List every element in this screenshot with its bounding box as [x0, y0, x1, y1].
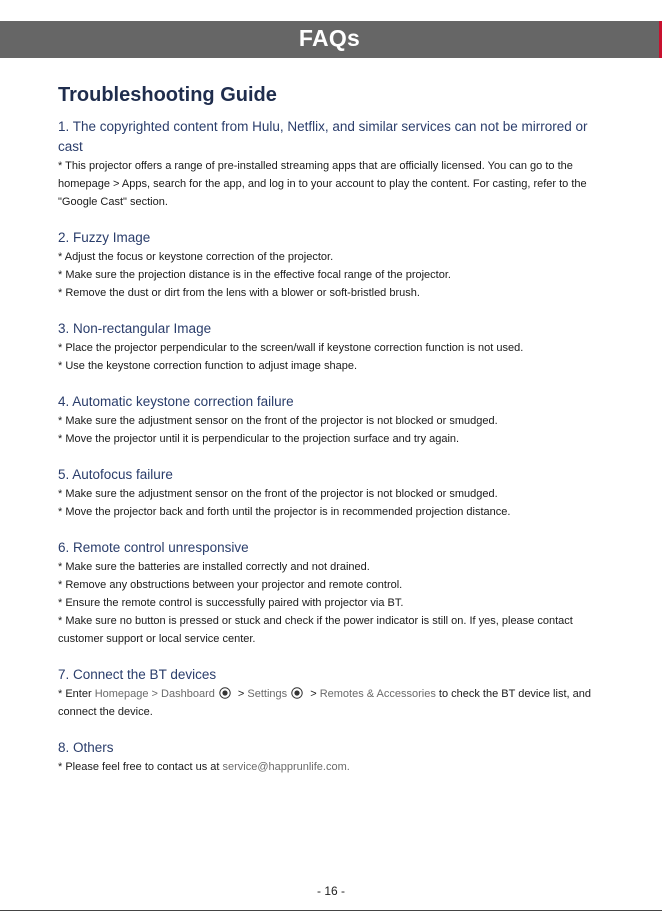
faq-section-4: [58, 392, 603, 448]
page-title: FAQs: [298, 25, 361, 51]
section-title: 6. Remote control unresponsive: [58, 540, 249, 555]
section-title: 8. Others: [58, 740, 114, 755]
section-line: * Adjust the focus or keystone correction of the projector.: [58, 251, 334, 263]
section-line: * Make sure the adjustment sensor on the front of the projector is not blocked or smudged.: [58, 488, 498, 500]
footer-divider: [0, 910, 662, 911]
faq-section-7: [58, 665, 603, 721]
settings-gear-icon: [219, 687, 231, 699]
support-email: service@happrunlife.com.: [222, 761, 350, 773]
section-line: * Place the projector perpendicular to the screen/wall if keystone correction function is not used.: [58, 342, 524, 354]
section-line: * Remove the dust or dirt from the lens with a blower or soft-bristled brush.: [58, 287, 420, 299]
section-line: [58, 685, 603, 721]
section-line: * Move the projector until it is perpendicular to the projection surface and try again.: [58, 433, 460, 445]
menu-path-settings: Settings: [247, 688, 288, 700]
faq-section-5: [58, 465, 603, 521]
section-line: * Make sure the adjustment sensor on the front of the projector is not blocked or smudged.: [58, 415, 498, 427]
section-title: 2. Fuzzy Image: [58, 230, 151, 245]
header-bar: [0, 21, 662, 58]
settings-gear-icon: [291, 687, 303, 699]
section-line: [58, 758, 603, 776]
line-prefix: * Enter: [58, 688, 95, 700]
path-separator: >: [234, 688, 248, 700]
section-title: 5. Autofocus failure: [58, 467, 173, 482]
faq-section-3: [58, 319, 603, 375]
content: [58, 80, 603, 793]
section-title: 4. Automatic keystone correction failure: [58, 394, 294, 409]
line-suffix: to check the BT device list, and connect the device.: [58, 688, 591, 718]
section-line: * Ensure the remote control is successfully paired with projector via BT.: [58, 597, 404, 609]
guide-title: Troubleshooting Guide: [58, 84, 277, 106]
line-prefix: * Please feel free to contact us at: [58, 761, 223, 773]
path-separator: >: [307, 688, 320, 700]
section-line: * Use the keystone correction function to adjust image shape.: [58, 360, 358, 372]
page-number: - 16 -: [316, 884, 345, 898]
section-line: * Make sure no button is pressed or stuck and check if the power indicator is still on. If yes, please contact customer support or local service center.: [58, 615, 573, 645]
section-line: * Move the projector back and forth until the projector is in recommended projection distance.: [58, 506, 511, 518]
section-title: 7. Connect the BT devices: [58, 667, 217, 682]
section-title: 3. Non-rectangular Image: [58, 321, 212, 336]
faq-section-2: [58, 228, 603, 302]
menu-path-home: Homepage > Dashboard: [94, 688, 215, 700]
section-line: * This projector offers a range of pre-installed streaming apps that are officially licensed. You can go to the homepage > Apps, search for the app, and log in to your account to play the content. For casting, refer to the "Google Cast" section.: [58, 160, 587, 208]
faq-section-1: [58, 117, 603, 211]
section-line: * Make sure the projection distance is in the effective focal range of the projector.: [58, 269, 451, 281]
menu-path-remotes: Remotes & Accessories: [319, 688, 436, 700]
section-line: * Remove any obstructions between your projector and remote control.: [58, 579, 403, 591]
faq-section-8: [58, 738, 603, 776]
section-line: * Make sure the batteries are installed correctly and not drained.: [58, 561, 370, 573]
faq-section-6: [58, 538, 603, 648]
section-title: 1. The copyrighted content from Hulu, Netflix, and similar services can not be mirrored or cast: [58, 119, 588, 154]
